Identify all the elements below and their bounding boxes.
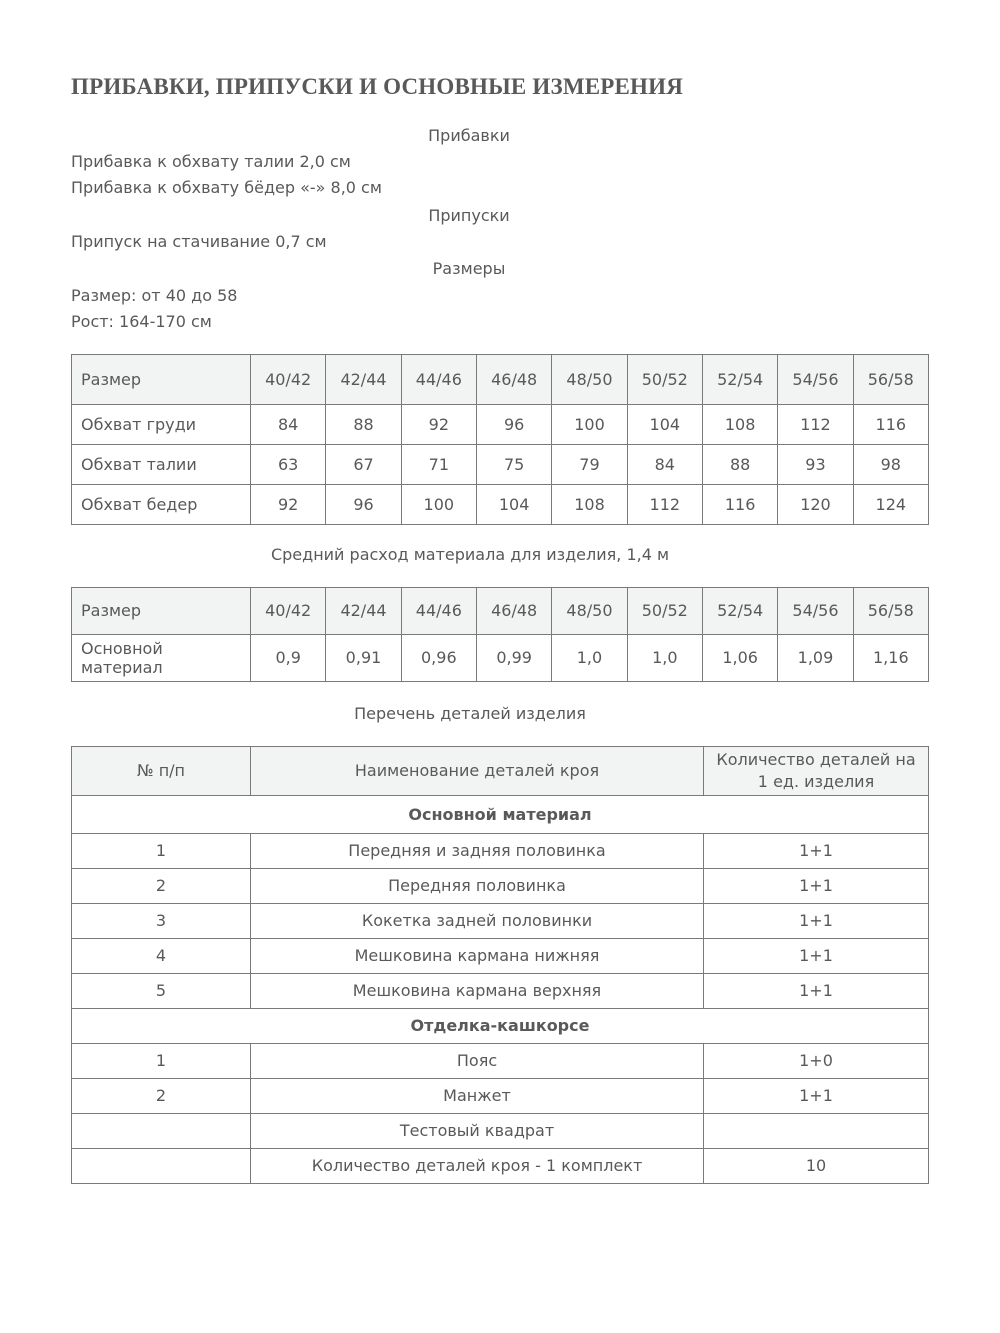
table-cell: 1,09 — [778, 635, 853, 682]
section-title-main: Основной материал — [72, 796, 929, 834]
header-cell: 44/46 — [401, 355, 476, 405]
table-cell: 0,9 — [251, 635, 326, 682]
table-cell: 96 — [476, 405, 551, 445]
table-header-row — [72, 355, 929, 405]
header-cell: 52/54 — [702, 355, 777, 405]
table-row — [72, 445, 929, 485]
table-cell: 104 — [476, 485, 551, 525]
table-cell: 92 — [401, 405, 476, 445]
table-cell: 1,16 — [853, 635, 928, 682]
table-cell: 2 — [72, 1079, 251, 1114]
table-cell: 1,06 — [702, 635, 777, 682]
table-cell: 1,0 — [552, 635, 627, 682]
row-label — [72, 635, 251, 682]
header-qty-line: 1 ед. изделия — [757, 772, 875, 791]
table-cell: 88 — [702, 445, 777, 485]
table-cell: 75 — [476, 445, 551, 485]
table-cell: 96 — [326, 485, 401, 525]
row-label: Обхват груди — [72, 405, 251, 445]
table-cell — [72, 1114, 251, 1149]
table-cell: 1+1 — [704, 939, 929, 974]
table-cell: Тестовый квадрат — [251, 1114, 704, 1149]
row-label: Обхват бедер — [72, 485, 251, 525]
header-cell: 48/50 — [552, 355, 627, 405]
seam-heading: Припуски — [428, 206, 510, 225]
table-cell: 112 — [778, 405, 853, 445]
parts-table — [71, 746, 929, 1184]
row-label: Обхват талии — [72, 445, 251, 485]
parts-caption: Перечень деталей изделия — [354, 704, 586, 723]
table-cell: 1+1 — [704, 869, 929, 904]
table-cell: Передняя и задняя половинка — [251, 834, 704, 869]
header-cell: 46/48 — [476, 588, 551, 635]
table-cell: 100 — [401, 485, 476, 525]
table-cell: 10 — [704, 1149, 929, 1184]
row-label-line: Основной — [81, 639, 163, 658]
table-cell: 5 — [72, 974, 251, 1009]
table-cell: 104 — [627, 405, 702, 445]
table-row — [72, 405, 929, 445]
table-cell: 71 — [401, 445, 476, 485]
seam-allowance: Припуск на стачивание 0,7 см — [71, 232, 327, 251]
table-cell: 98 — [853, 445, 928, 485]
table-cell: 1,0 — [627, 635, 702, 682]
table-cell: 84 — [251, 405, 326, 445]
table-row — [72, 635, 929, 682]
header-cell: 42/44 — [326, 588, 401, 635]
header-cell: 40/42 — [251, 355, 326, 405]
table-cell: Кокетка задней половинки — [251, 904, 704, 939]
header-cell: 54/56 — [778, 355, 853, 405]
table-cell: 0,96 — [401, 635, 476, 682]
table-cell: 1 — [72, 834, 251, 869]
table-cell: 1+1 — [704, 1079, 929, 1114]
header-cell: 40/42 — [251, 588, 326, 635]
table-row — [72, 939, 929, 974]
table-cell: 124 — [853, 485, 928, 525]
table-cell: Мешковина кармана нижняя — [251, 939, 704, 974]
table-row — [72, 974, 929, 1009]
header-cell: 52/54 — [702, 588, 777, 635]
header-cell: 48/50 — [552, 588, 627, 635]
table-cell: 112 — [627, 485, 702, 525]
header-cell: Размер — [72, 355, 251, 405]
table-row — [72, 485, 929, 525]
allowances-heading: Прибавки — [428, 126, 510, 145]
size-range: Размер: от 40 до 58 — [71, 286, 238, 305]
table-cell: 0,99 — [476, 635, 551, 682]
table-cell: 1+0 — [704, 1044, 929, 1079]
table-cell: 1+1 — [704, 904, 929, 939]
table-cell: 0,91 — [326, 635, 401, 682]
table-cell: 100 — [552, 405, 627, 445]
height-range: Рост: 164-170 см — [71, 312, 212, 331]
table-row — [72, 1079, 929, 1114]
header-cell: 42/44 — [326, 355, 401, 405]
measurements-table — [71, 354, 929, 525]
header-cell: 50/52 — [627, 355, 702, 405]
table-cell — [704, 1114, 929, 1149]
section-row — [72, 1009, 929, 1044]
table-header-row — [72, 747, 929, 796]
table-cell: 88 — [326, 405, 401, 445]
header-cell: Размер — [72, 588, 251, 635]
header-cell-qty — [704, 747, 929, 796]
table-cell: 79 — [552, 445, 627, 485]
header-cell: 54/56 — [778, 588, 853, 635]
table-cell: 1 — [72, 1044, 251, 1079]
page-title: ПРИБАВКИ, ПРИПУСКИ И ОСНОВНЫЕ ИЗМЕРЕНИЯ — [71, 74, 684, 99]
table-row — [72, 1114, 929, 1149]
table-cell: 2 — [72, 869, 251, 904]
table-row — [72, 869, 929, 904]
allowance-hips: Прибавка к обхвату бёдер «-» 8,0 см — [71, 178, 382, 197]
row-label-line: материал — [81, 658, 163, 677]
header-qty-line: Количество деталей на — [716, 750, 916, 769]
table-cell: 1+1 — [704, 834, 929, 869]
table-cell: Манжет — [251, 1079, 704, 1114]
header-cell: 56/58 — [853, 355, 928, 405]
table-cell: Количество деталей кроя - 1 комплект — [251, 1149, 704, 1184]
allowance-waist: Прибавка к обхвату талии 2,0 см — [71, 152, 351, 171]
header-cell-name: Наименование деталей кроя — [251, 747, 704, 796]
section-title-trim: Отделка-кашкорсе — [72, 1009, 929, 1044]
table-cell: 67 — [326, 445, 401, 485]
table-row — [72, 1149, 929, 1184]
header-cell: 44/46 — [401, 588, 476, 635]
table-cell: 92 — [251, 485, 326, 525]
table-row — [72, 904, 929, 939]
table-cell: 4 — [72, 939, 251, 974]
consumption-caption: Средний расход материала для изделия, 1,4 м — [270, 545, 670, 564]
table-cell: 84 — [627, 445, 702, 485]
sizes-heading: Размеры — [432, 259, 506, 278]
table-cell: 116 — [702, 485, 777, 525]
consumption-table — [71, 587, 929, 682]
table-row — [72, 834, 929, 869]
table-cell: 93 — [778, 445, 853, 485]
section-row — [72, 796, 929, 834]
table-cell — [72, 1149, 251, 1184]
table-cell: 116 — [853, 405, 928, 445]
header-cell: 56/58 — [853, 588, 928, 635]
table-cell: Пояс — [251, 1044, 704, 1079]
table-cell: Передняя половинка — [251, 869, 704, 904]
table-cell: Мешковина кармана верхняя — [251, 974, 704, 1009]
table-cell: 3 — [72, 904, 251, 939]
table-row — [72, 1044, 929, 1079]
table-cell: 108 — [702, 405, 777, 445]
header-cell: 50/52 — [627, 588, 702, 635]
table-header-row — [72, 588, 929, 635]
table-cell: 1+1 — [704, 974, 929, 1009]
table-cell: 120 — [778, 485, 853, 525]
table-cell: 63 — [251, 445, 326, 485]
header-cell: 46/48 — [476, 355, 551, 405]
table-cell: 108 — [552, 485, 627, 525]
header-cell-num: № п/п — [72, 747, 251, 796]
